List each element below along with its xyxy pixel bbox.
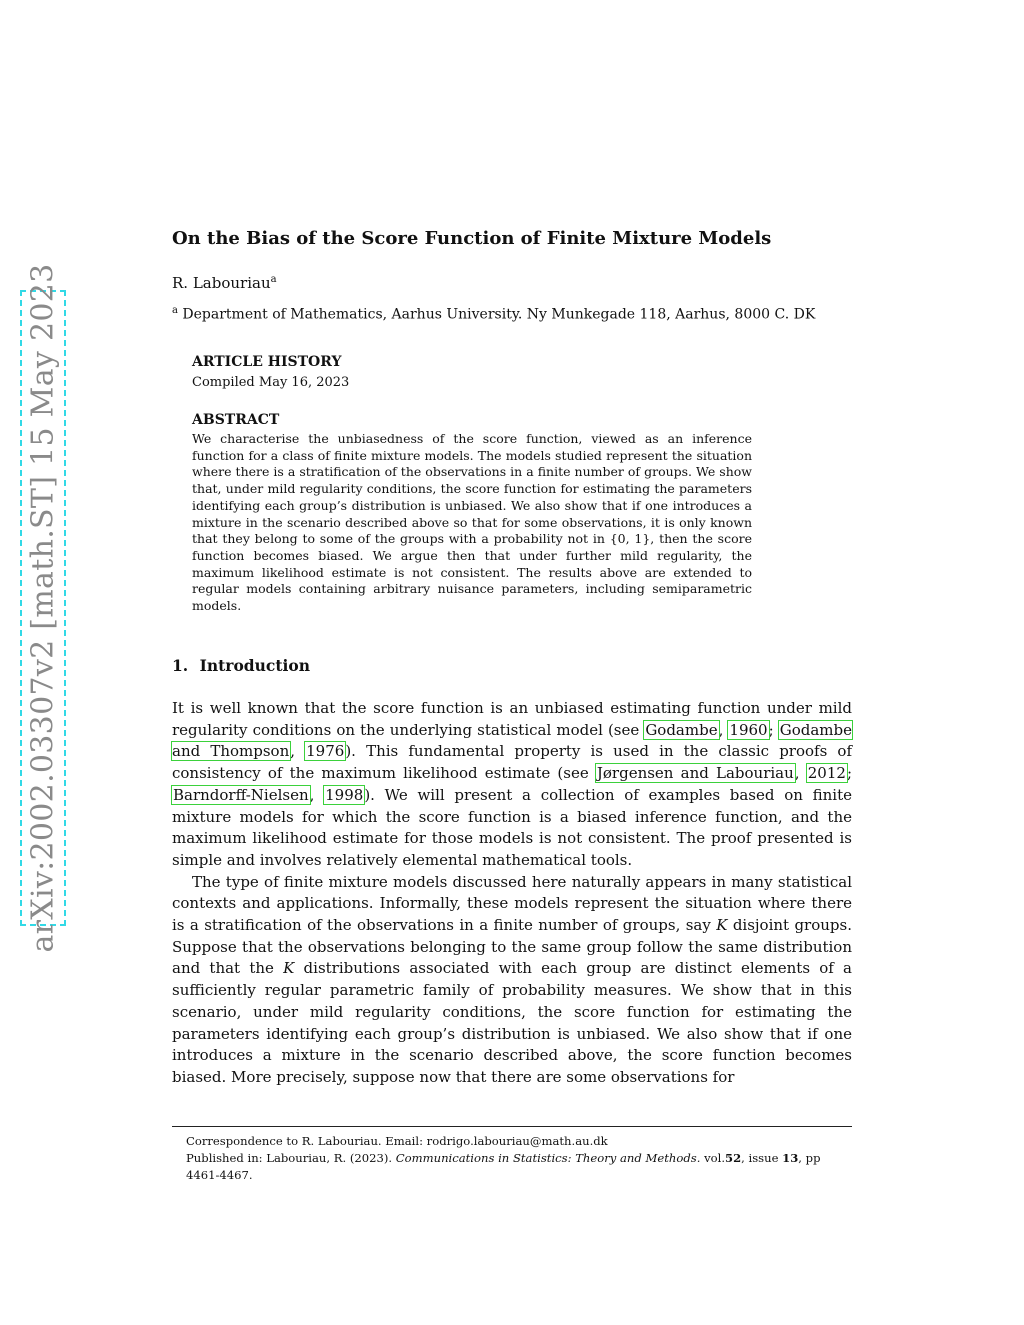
citation-link-godambe-year[interactable]: 1960 xyxy=(729,720,768,739)
arxiv-identifier: arXiv:2002.03307v2 [math.ST] 15 May 2023 xyxy=(25,263,61,953)
text-run: vol. xyxy=(700,1151,725,1165)
journal-name: Communications in Statistics: Theory and Methods. xyxy=(395,1151,701,1165)
section-number: 1. xyxy=(172,656,189,675)
intro-body xyxy=(172,698,852,1089)
section-title: Introduction xyxy=(199,656,310,675)
author-affil-mark: a xyxy=(270,274,277,285)
text-run: Published in: Labouriau, R. (2023). xyxy=(186,1151,396,1165)
math-symbol: K xyxy=(283,959,295,978)
text-run: The type of finite mixture models discussed here naturally appears in many statistical contexts and applications. Informally, these models represent the situation where there is a stratification of the observations in a finite number of groups, say xyxy=(172,872,852,935)
arxiv-stamp[interactable] xyxy=(20,263,66,953)
abstract-heading: ABSTRACT xyxy=(192,412,280,428)
citation-link-barndorff-nielsen[interactable]: Barndorff-Nielsen xyxy=(173,785,309,804)
author-name: R. Labouriau xyxy=(172,274,271,292)
citation-link-godambe[interactable]: Godambe xyxy=(645,720,718,739)
compiled-date: Compiled May 16, 2023 xyxy=(192,375,350,390)
volume-number: 52 xyxy=(725,1151,742,1165)
citation-link-godambe-thompson-year[interactable]: 1976 xyxy=(306,742,345,761)
text-run: distributions associated with each group are distinct elements of a sufficiently regular parametric family of probability measures. We show that in this scenario, under mild regularity conditions, the score function for estimating the parameters identifying each group’s distribution is unbiased. We also show that if one introduces a mixture in the scenario described above, the score function becomes biased. More precisely, suppose now that there are some observations for xyxy=(172,959,853,1086)
paper-title: On the Bias of the Score Function of Finite Mixture Models xyxy=(172,228,772,249)
text-run: , pp 4461-4467. xyxy=(186,1151,821,1182)
footnotes xyxy=(172,1133,852,1184)
text-run: , issue xyxy=(741,1151,783,1165)
text-run: ). We will present a collection of examples based on finite mixture models for which the score function is a biased inference function, and the maximum likelihood estimate for those models is not consistent. The proof presented is simple and involves relatively elemental mathematical tools. xyxy=(172,785,852,869)
text-run: ). This fundamental property is used in the classic proofs of consistency of the maximum likelihood estimate (see xyxy=(172,742,852,783)
intro-paragraph-2 xyxy=(172,872,852,1089)
text-run: It is well known that the score function is an unbiased estimating function under mild regularity conditions on the underlying statistical model (see xyxy=(172,699,852,739)
affil-text: Department of Mathematics, Aarhus University. Ny Munkegade 118, Aarhus, 8000 C. DK xyxy=(182,306,816,323)
author-line xyxy=(172,274,277,292)
text-run: disjoint groups. Suppose that the observations belonging to the same group follow the same distribution and that the xyxy=(172,916,852,978)
abstract-text: We characterise the unbiasedness of the score function, viewed as an inference function for a class of finite mixture models. The models studied represent the situation where there is a stratification of the observations in a finite number of groups. We show that, under mild regularity conditions, the score function for estimating the parameters identifying each group’s distribution is unbiased. We also show that if one introduces a mixture in the scenario described above so that for some observations, it is only known that they belong to some of the groups with a probability not in {0, 1}, then the score function becomes biased. We argue then that under further mild regularity, the maximum likelihood estimate is not consistent. The results above are extended to regular models containing arbitrary nuisance parameters, including semiparametric models. xyxy=(192,431,752,614)
citation-link-jorgensen-labouriau[interactable]: Jørgensen and Labouriau xyxy=(596,764,794,783)
citation-link-godambe-thompson[interactable]: Godambe and Thompson xyxy=(172,720,852,761)
affiliation xyxy=(172,305,815,323)
affil-mark: a xyxy=(172,305,178,316)
publication-note xyxy=(172,1150,852,1184)
citation-link-barndorff-nielsen-year[interactable]: 1998 xyxy=(325,785,364,804)
math-symbol: K xyxy=(716,916,728,935)
issue-number: 13 xyxy=(782,1151,799,1165)
footnote-divider xyxy=(172,1126,852,1127)
article-history-heading: ARTICLE HISTORY xyxy=(192,354,342,370)
section-heading xyxy=(172,656,310,675)
correspondence-note: Correspondence to R. Labouriau. Email: rodrigo.labouriau@math.au.dk xyxy=(186,1134,608,1148)
citation-link-jorgensen-labouriau-year[interactable]: 2012 xyxy=(807,764,846,783)
intro-paragraph-1: It is well known that the score function is an unbiased estimating function under mild regularity conditions on the underlying statistical model (see Godambe, 1960; Godambe and Thompson, 1976). This fundamental property is used in the classic proofs of consistency of the maximum likelihood estimate (see Jørgensen and Labouriau, 2012; Barndorff-Nielsen, 1998). We will present a collection of examples based on finite mixture models for which the score function is a biased inference function, and the maximum likelihood estimate for those models is not consistent. The proof presented is simple and involves relatively elemental mathematical tools. xyxy=(172,699,852,869)
